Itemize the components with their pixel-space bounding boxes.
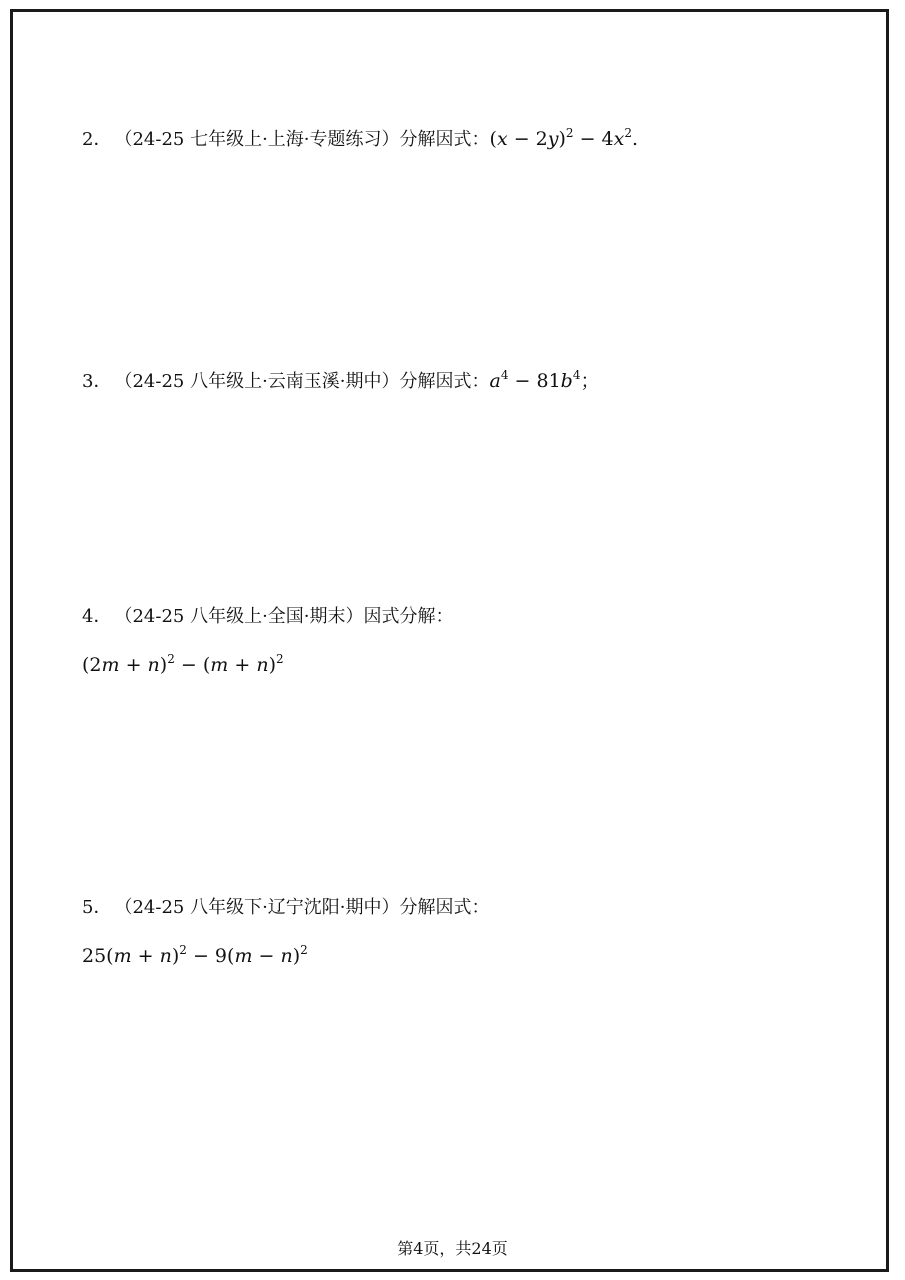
question-number: 3．: [82, 371, 112, 392]
question-number: 5．: [82, 897, 112, 918]
question-5-expression: $25(m + n)^2 - 9(m - n)^2$: [82, 943, 308, 967]
question-5: [82, 895, 490, 921]
question-source: （24-25 八年级上·云南玉溪·期中）: [123, 371, 400, 392]
question-source: （24-25 八年级上·全国·期末）: [123, 606, 364, 627]
question-expression: $a^4 - 81b^4$；: [489, 368, 600, 392]
page-border: [10, 9, 889, 1272]
question-4-expression: $(2m + n)^2 - (m + n)^2$: [82, 652, 284, 676]
question-source: （24-25 七年级上·上海·专题练习）: [123, 129, 400, 150]
question-3: [82, 362, 600, 395]
question-prompt: 分解因式：: [399, 897, 490, 918]
question-expression: $(x - 2y)^2 - 4x^2$.: [489, 126, 639, 150]
question-source: （24-25 八年级下·辽宁沈阳·期中）: [123, 897, 400, 918]
question-prompt: 因式分解：: [363, 606, 454, 627]
question-2: [82, 120, 638, 153]
question-4: [82, 604, 454, 630]
question-number: 2．: [82, 129, 112, 150]
question-prompt: 分解因式：: [399, 371, 490, 392]
page-number-footer: 第4页，共24页: [397, 1239, 508, 1258]
question-prompt: 分解因式：: [399, 129, 490, 150]
question-number: 4．: [82, 606, 112, 627]
